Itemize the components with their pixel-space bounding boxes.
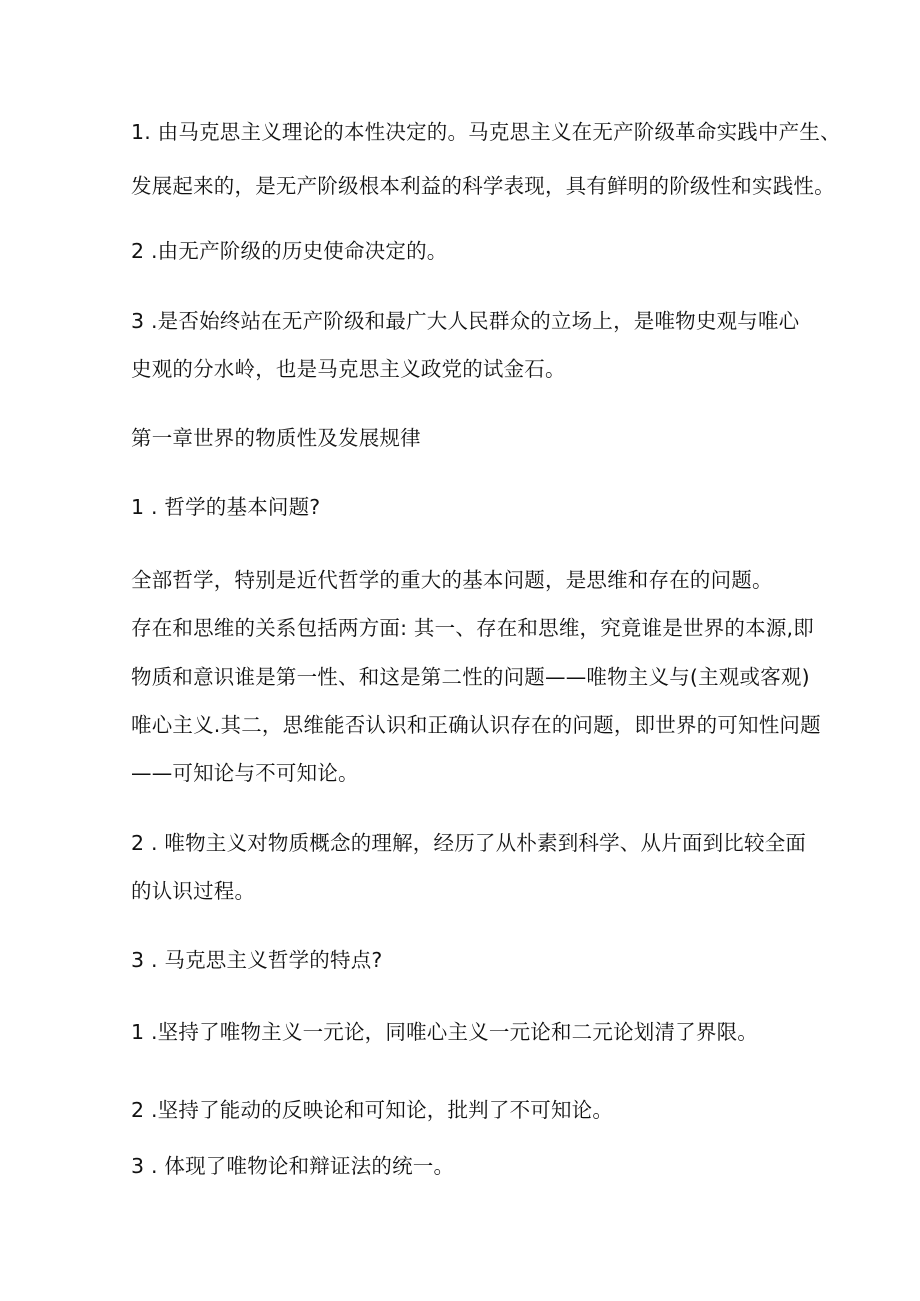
text-line-17: 2 .坚持了能动的反映论和可知论，批判了不可知论。: [131, 1098, 614, 1122]
text-line-7: 1 . 哲学的基本问题?: [131, 495, 321, 519]
text-line-6: 第一章世界的物质性及发展规律: [131, 426, 421, 450]
text-line-15: 3 . 马克思主义哲学的特点?: [131, 948, 383, 972]
text-line-18: 3 . 体现了唯物论和辩证法的统一。: [131, 1154, 455, 1178]
text-line-14: 的认识过程。: [131, 879, 256, 903]
text-line-13: 2 . 唯物主义对物质概念的理解，经历了从朴素到科学、从片面到比较全面: [131, 831, 807, 855]
text-line-12: ——可知论与不可知论。: [131, 761, 359, 785]
text-line-2: 发展起来的，是无产阶级根本利益的科学表现，具有鲜明的阶级性和实践性。: [131, 174, 835, 198]
text-line-3: 2 .由无产阶级的历史使命决定的。: [131, 239, 448, 263]
text-line-16: 1 .坚持了唯物主义一元论，同唯心主义一元论和二元论划清了界限。: [131, 1020, 758, 1044]
text-line-5: 史观的分水岭，也是马克思主义政党的试金石。: [131, 357, 566, 381]
text-line-8: 全部哲学，特别是近代哲学的重大的基本问题，是思维和存在的问题。: [131, 568, 773, 592]
text-line-10: 物质和意识谁是第一性、和这是第二性的问题——唯物主义与(主观或客观): [131, 665, 810, 689]
text-line-4: 3 .是否始终站在无产阶级和最广大人民群众的立场上，是唯物史观与唯心: [131, 309, 800, 333]
text-line-9: 存在和思维的关系包括两方面: 其一、存在和思维，究竟谁是世界的本源,即: [131, 616, 814, 640]
text-line-11: 唯心主义.其二，思维能否认识和正确认识存在的问题，即世界的可知性问题: [131, 713, 821, 737]
text-line-1: 1. 由马克思主义理论的本性决定的。马克思主义在无产阶级革命实践中产生、: [131, 120, 841, 144]
